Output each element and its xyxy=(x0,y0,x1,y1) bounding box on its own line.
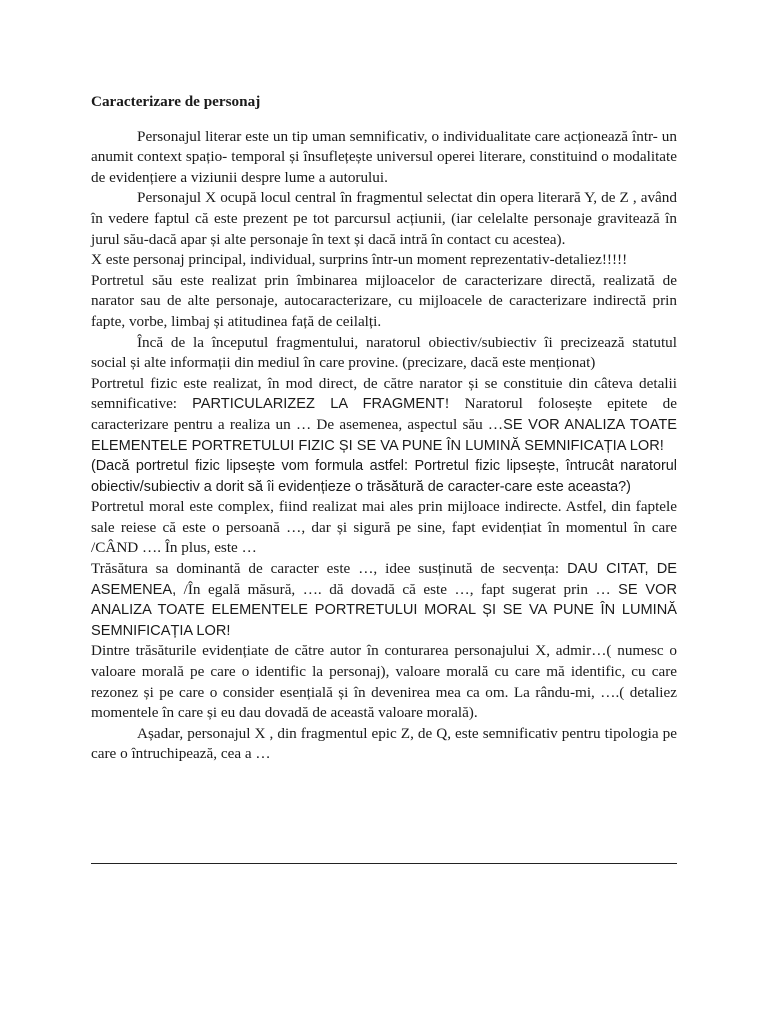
physical-portrait-epithets: ! Naratorul folosește epitete de caracterizare pentru a realiza un … De asemenea, aspectul său … xyxy=(91,395,677,433)
document-body xyxy=(91,92,677,765)
dominant-trait-evidence: /În egală măsură, …. dă dovadă că este …, fapt sugerat prin … xyxy=(176,580,619,598)
paragraph-personal-value: Dintre trăsăturile evidențiate de către autor în conturarea personajului X, admir…( numesc o valoare morală pe care o identific la personaj), valoare morală cu care mă identific, cu care rezonez și pe care o consider esențială și în devenirea mea ca om. La rându-mi, ….( detaliez momentele în care și eu dau dovadă de această valoare morală). xyxy=(91,642,677,722)
paragraph-central-role: Personajul X ocupă locul central în fragmentul selectat din opera literară Y, de Z , având în vedere faptul că este prezent pe tot parcursul acțiunii, (iar celelalte personaje gravitează în jurul său-dacă apar și alte personaje în text și dacă intră în contact cu acestea). xyxy=(91,189,677,248)
dominant-trait-citation: DAU CITAT, DE ASEMENEA, xyxy=(91,561,677,598)
paragraph-conclusion: Așadar, personajul X , din fragmentul epic Z, de Q, este semnificativ pentru tipologia pe care o întruchipează, cea a … xyxy=(91,724,677,763)
paragraph-principal: X este personaj principal, individual, surprins într-un moment reprezentativ-detaliez!!!!! xyxy=(91,251,628,269)
dominant-trait-instruction: SE VOR ANALIZA TOATE ELEMENTELE PORTRETULUI MORAL ȘI SE VA PUNE ÎN LUMINĂ SEMNIFICAȚIA LOR! xyxy=(91,581,677,639)
paragraph-dominant-trait xyxy=(91,559,677,641)
physical-portrait-text: Portretul fizic este realizat, în mod direct, de către narator și se constituie din câteva detalii semnificative: xyxy=(91,374,677,413)
paragraph-intro: Personajul literar este un tip uman semnificativ, o individualitate care acționează într- un anumit context spațio- temporal și însuflețește universul operei literare, constituind o modalitate de evidențiere a viziunii despre lume a autorului. xyxy=(91,127,677,186)
paragraph-portrait-means: Portretul său este realizat prin îmbinarea mijloacelor de caracterizare directă, realizată de narator sau de alte personaje, autocaracterizare, cu mijloacele de caracterizare indirectă prin fapte, vorbe, limbaj și atitudinea față de ceilalți. xyxy=(91,271,677,330)
paragraph-moral-portrait: Portretul moral este complex, fiind realizat mai ales prin mijloace indirecte. Astfel, din faptele sale reiese că este o persoană …, dar și sigură pe sine, fapt evidențiat în momentul în care /CÂND …. În plus, este … xyxy=(91,498,677,557)
physical-portrait-instruction: SE VOR ANALIZA TOATE ELEMENTELE PORTRETULUI FIZIC ȘI SE VA PUNE ÎN LUMINĂ SEMNIFICAȚIA LOR! xyxy=(91,416,677,454)
document-title: Caracterizare de personaj xyxy=(91,93,261,110)
paragraph-social-status: Încă de la începutul fragmentului, naratorul obiectiv/subiectiv îi precizează statutul social și alte informații din mediul în care provine. (precizare, dacă este menționat) xyxy=(91,333,677,372)
footer-divider xyxy=(91,863,677,864)
dominant-trait-text: Trăsătura sa dominantă de caracter este …, idee susținută de secvența: xyxy=(91,560,568,578)
paragraph-physical-portrait xyxy=(91,374,677,456)
physical-portrait-emphasis: PARTICULARIZEZ LA FRAGMENT xyxy=(192,396,445,413)
paragraph-physical-missing: (Dacă portretul fizic lipsește vom formula astfel: Portretul fizic lipsește, întrucât naratorul obiectiv/subiectiv a dorit să îi evidențieze o trăsătură de caracter-care este aceasta?) xyxy=(91,458,677,495)
